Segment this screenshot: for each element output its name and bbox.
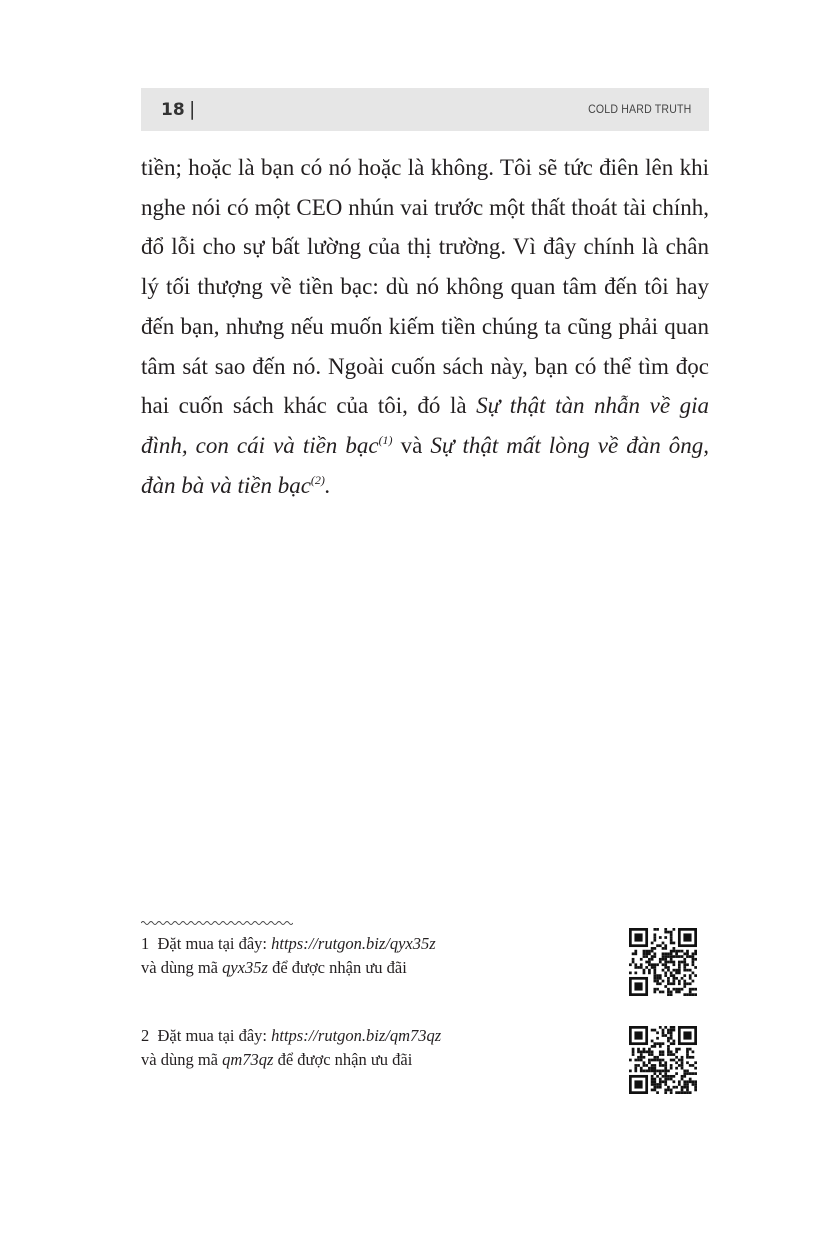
header-separator: | [189,98,196,120]
running-header [141,88,709,131]
footnote-use: và dùng mã [141,958,223,977]
footnote-use: và dùng mã [141,1050,223,1069]
footnote-link[interactable]: https://rutgon.biz/qm73qz [271,1026,442,1045]
footnote-lead: Đặt mua tại đây: [157,1026,272,1045]
footnote-ref-2[interactable]: (2) [310,472,325,487]
book-title-2: Sự thật mất lòng về đàn ông, đàn bà và tiền bạc [141,432,709,498]
running-title: COLD HARD TRUTH [587,102,691,116]
qr-code-icon[interactable] [629,1026,697,1094]
page-number: 18 [161,100,185,120]
book-title-1: Sự thật tàn nhẫn về gia đình, con cái và tiền bạc [141,393,709,458]
footnote-number: 1 [141,934,150,953]
footnote-divider [141,918,293,928]
promo-code: qyx35z [222,958,268,977]
footnote-ref-1[interactable]: (1) [378,432,393,447]
conjunction: và [392,432,431,458]
body-text: tiền; hoặc là bạn có nó hoặc là không. Tôi sẽ tức điên lên khi nghe nói có một CEO nhún vai trước một thất thoát tài chính, đổ lỗi cho sự bất lường của thị trường. Vì đây chính là chân lý tối thượng về tiền bạc: dù nó không quan tâm đến tôi hay đến bạn, nhưng nếu muốn kiếm tiền chúng ta cũng phải quan tâm sát sao đến nó. Ngoài cuốn sách này, bạn có thể tìm đọc hai cuốn sách khác của tôi, đó là [141,155,709,419]
footnote-1 [141,932,561,980]
body-paragraph [141,148,709,505]
promo-code: qm73qz [222,1050,274,1069]
footnote-tail: để được nhận ưu đãi [267,958,407,977]
footnote-lead: Đặt mua tại đây: [157,934,272,953]
footnote-link[interactable]: https://rutgon.biz/qyx35z [271,934,436,953]
footnote-tail: để được nhận ưu đãi [273,1050,413,1069]
qr-code-icon[interactable] [629,928,697,996]
sentence-end: . [324,472,331,498]
footnote-2 [141,1024,561,1072]
footnote-number: 2 [141,1026,150,1045]
